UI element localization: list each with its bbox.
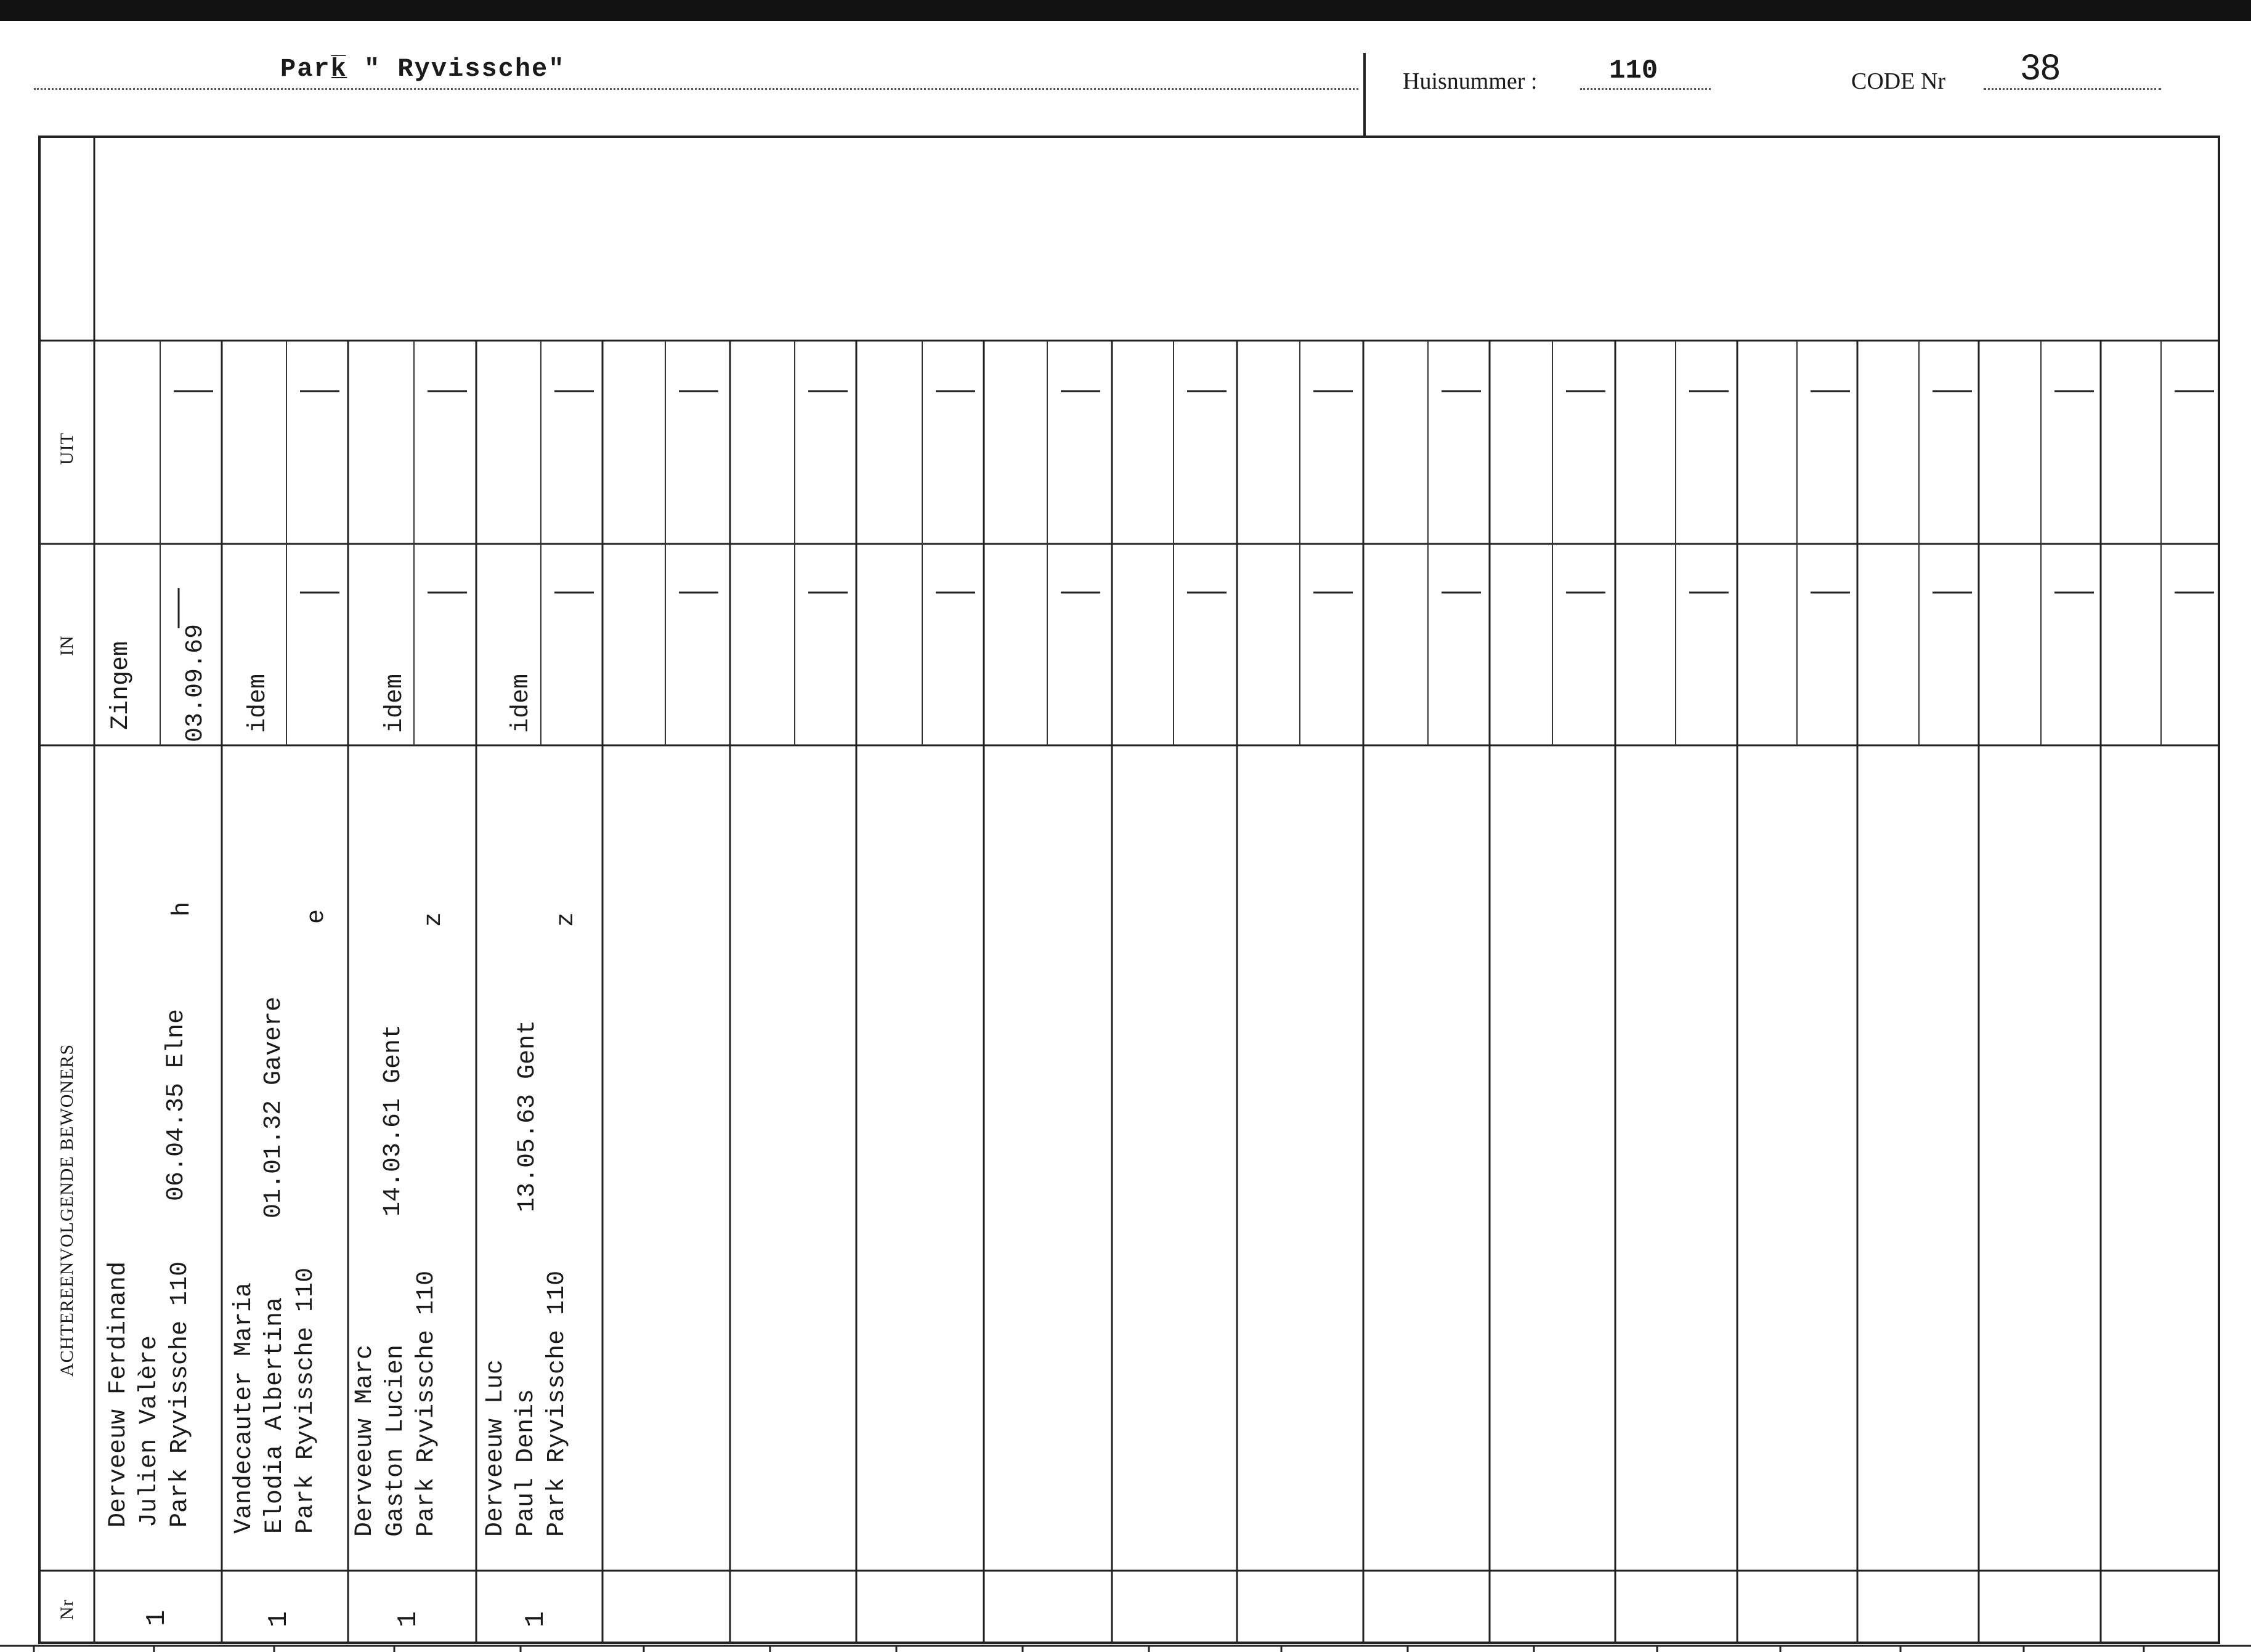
resident-3-nr: 1 (393, 1611, 424, 1627)
resident-4-in-place: idem (508, 673, 535, 733)
resident-4-name: Derveeuw Luc Paul Denis Park Ryvissche 110 (482, 1270, 571, 1537)
row-label-uit: UIT (57, 432, 77, 465)
resident-4-nr: 1 (521, 1611, 551, 1627)
resident-1-birth: 06.04.35 Elne (163, 1008, 190, 1201)
code-number-value: 38 (2021, 47, 2061, 87)
resident-2-name: Vandecauter Maria Elodia Albertina Park Ryvissche 110 (230, 1267, 320, 1534)
resident-1-in-date: 03.09.69 (182, 623, 209, 742)
resident-4-mark: z (553, 912, 580, 927)
resident-2-in-place: idem (245, 673, 272, 733)
street-name: Park̲̅ " Ryvissche" (280, 54, 566, 84)
resident-3-mark: z (420, 912, 448, 927)
resident-2-mark: e (303, 909, 331, 924)
resident-3-name: Derveeuw Marc Gaston Lucien Park Ryvissche 110 (351, 1270, 440, 1537)
resident-2-nr: 1 (264, 1611, 294, 1627)
resident-3-in-place: idem (381, 673, 409, 733)
resident-1-name: Derveeuw Ferdinand Julien Valère Park Ryvissche 110 (105, 1261, 194, 1528)
resident-2-birth: 01.01.32 Gavere (260, 996, 288, 1218)
house-number-label: Huisnummer : (1403, 68, 1538, 94)
resident-4-birth: 13.05.63 Gent (514, 1019, 541, 1212)
resident-1-mark: h (169, 901, 197, 917)
row-label-in: IN (57, 635, 77, 656)
resident-1-in-place: Zingem (107, 641, 135, 730)
code-number-label: CODE Nr (1851, 68, 1946, 94)
row-label-nr: Nr (57, 1599, 77, 1620)
resident-1-nr: 1 (142, 1609, 172, 1626)
house-number-value: 110 (1609, 55, 1658, 86)
row-label-bewoners: ACHTEREENVOLGENDE BEWONERS (57, 1043, 77, 1377)
resident-3-birth: 14.03.61 Gent (379, 1024, 407, 1217)
